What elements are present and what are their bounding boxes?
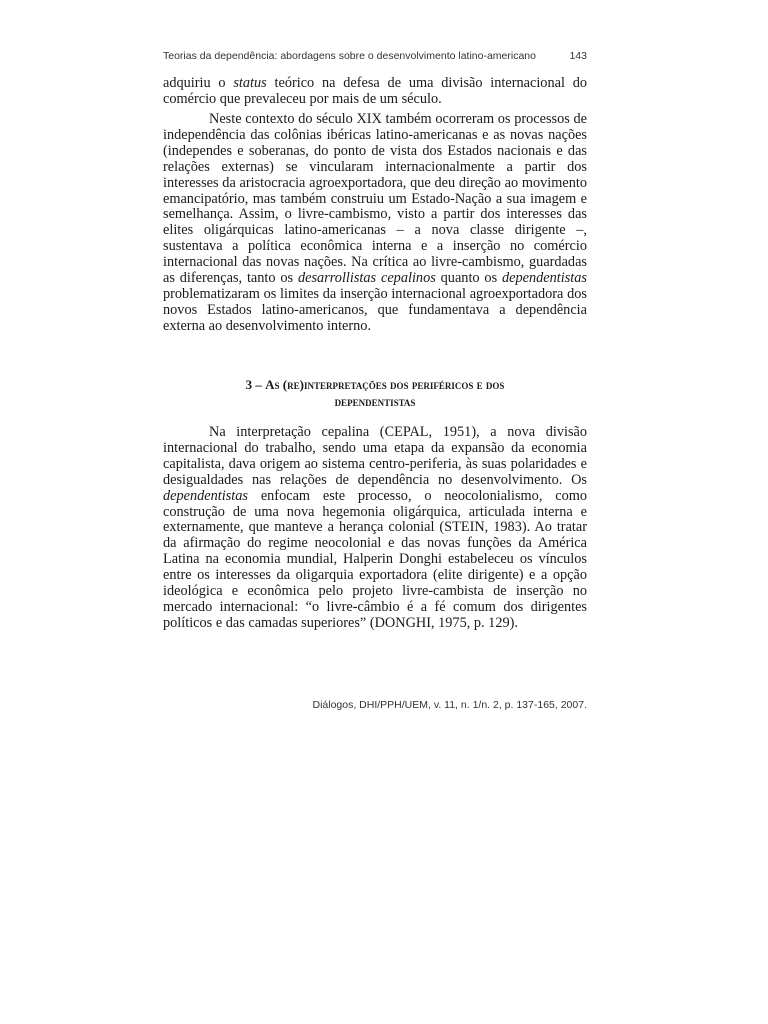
text-block-xix-context (163, 112, 587, 335)
page-number: 143 (569, 50, 587, 62)
paragraph-continuation (163, 76, 587, 108)
section-heading (163, 376, 587, 410)
text-block-cepal (163, 425, 587, 632)
footer-citation: Diálogos, DHI/PPH/UEM, v. 11, n. 1/n. 2, p. 137-165, 2007. (312, 699, 587, 711)
text-run: problematizaram os limites da inserção internacional agroexportadora dos novos Estados latino-americanos, que fundamentava a dependência externa ao desenvolvimento interno. (163, 285, 587, 334)
text-run: adquiriu o (163, 75, 234, 91)
italic-term: dependentistas (163, 487, 248, 504)
text-run: Na interpretação cepalina (CEPAL, 1951), a nova divisão internacional do trabalho, sendo uma etapa da expansão da economia capitalista, dava origem ao sistema centro-periferia, às suas polaridades e desigualdades nas relações de dependência no desenvolvimento. Os (163, 424, 587, 488)
section-title-line-1: As (re)interpretações dos periféricos e dos (265, 377, 505, 392)
text-block-continuation (163, 76, 587, 108)
running-title: Teorias da dependência: abordagens sobre o desenvolvimento latino-americano (163, 50, 536, 62)
italic-term: dependentistas (502, 270, 587, 287)
section-number: 3 – (245, 377, 266, 392)
text-run: teórico na defesa de uma divisão internacional do comércio que prevaleceu por mais de um século. (163, 75, 587, 107)
section-title-line-2: dependentistas (334, 394, 416, 409)
paragraph-cepal (163, 425, 587, 632)
italic-term: desarrollistas cepalinos (298, 270, 436, 287)
text-run: Neste contexto do século XIX também ocorreram os processos de independência das colônias ibéricas latino-americanas e as novas nações (independes e soberanas, do ponto de vista dos Estados nacionais e das relações externas) se vincularam internacionalmente a partir dos interesses da aristocracia agroexportadora, que deu direção ao movimento emancipatório, mas também construiu um Estado-Nação a sua imagem e semelhança. Assim, o livre-cambismo, visto a partir dos interesses das elites oligárquicas latino-americanas – a nova classe dirigente –, sustentava a política econômica interna e a inserção no comércio internacional das novas nações. Na crítica ao livre-cambismo, guardadas as diferenças, tanto os (163, 111, 587, 287)
text-run: enfocam este processo, o neocolonialismo, como construção de uma nova hegemonia oligárquica, articulada interna e externamente, que manteve a herança colonial (STEIN, 1983). Ao tratar da afirmação do regime neocolonial e das novas funções da América Latina na economia mundial, Halperin Donghi estabeleceu os vínculos entre os interesses da oligarquia exportadora (elite dirigente) e a opção ideológica e econômica pelo projeto livre-cambista de inserção no mercado internacional: “o livre-câmbio é a fé comum dos dirigentes políticos e das camadas superiores” (DONGHI, 1975, p. 129). (163, 487, 587, 631)
paragraph-xix-context (163, 112, 587, 335)
italic-term: status (233, 75, 267, 91)
running-header (163, 50, 587, 64)
text-run: quanto os (435, 270, 503, 287)
